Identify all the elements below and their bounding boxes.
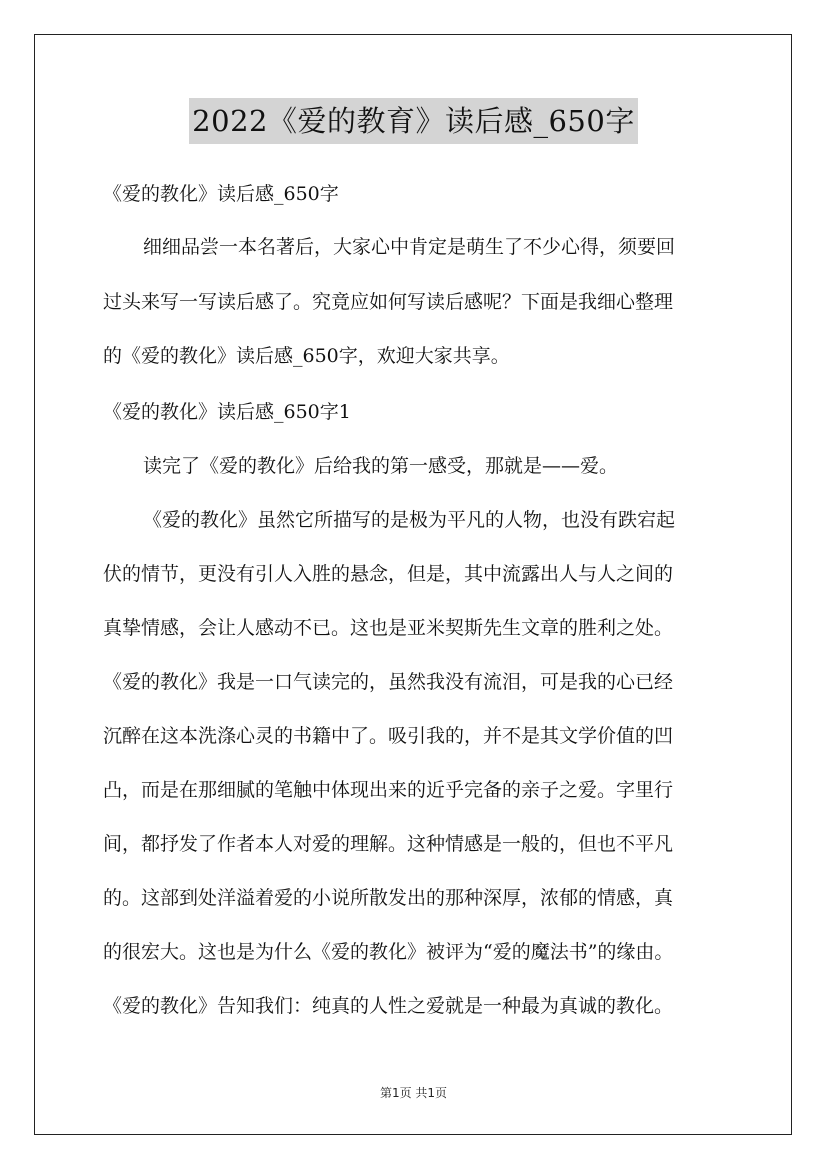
- page-number-footer: 第1页 共1页: [379, 1086, 448, 1100]
- paragraph-line: 的。这部到处洋溢着爱的小说所散发出的那种深厚，浓郁的情感，真: [103, 887, 674, 909]
- paragraph-line: 《爱的教化》虽然它所描写的是极为平凡的人物，也没有跌宕起: [143, 509, 676, 531]
- paragraph-line: 的很宏大。这也是为什么《爱的教化》被评为“爱的魔法书”的缘由。: [103, 941, 674, 963]
- paragraph-line: 《爱的教化》我是一口气读完的，虽然我没有流泪，可是我的心已经: [103, 671, 674, 693]
- section-heading: 《爱的教化》读后感_650字1: [103, 401, 351, 423]
- paragraph-line: 细细品尝一本名著后，大家心中肯定是萌生了不少心得，须要回: [143, 236, 676, 258]
- paragraph-line: 沉醉在这本洗涤心灵的书籍中了。吸引我的，并不是其文学价值的凹: [103, 725, 674, 747]
- document-title: 2022《爱的教育》读后感_650字: [189, 98, 638, 144]
- paragraph-line: 间，都抒发了作者本人对爱的理解。这种情感是一般的，但也不平凡: [103, 833, 674, 855]
- paragraph-line: 《爱的教化》告知我们：纯真的人性之爱就是一种最为真诚的教化。: [103, 995, 674, 1017]
- paragraph-line: 的《爱的教化》读后感_650字，欢迎大家共享。: [103, 345, 510, 367]
- paragraph-line: 真挚情感，会让人感动不已。这也是亚米契斯先生文章的胜利之处。: [103, 617, 674, 639]
- paragraph-line: 伏的情节，更没有引人入胜的悬念，但是，其中流露出人与人之间的: [103, 563, 674, 585]
- section-heading: 《爱的教化》读后感_650字: [103, 183, 339, 205]
- paragraph-line: 读完了《爱的教化》后给我的第一感受，那就是——爱。: [143, 455, 619, 477]
- paragraph-line: 凸，而是在那细腻的笔触中体现出来的近乎完备的亲子之爱。字里行: [103, 779, 674, 801]
- title-container: [0, 98, 827, 144]
- paragraph-line: 过头来写一写读后感了。究竟应如何写读后感呢？下面是我细心整理: [103, 291, 674, 313]
